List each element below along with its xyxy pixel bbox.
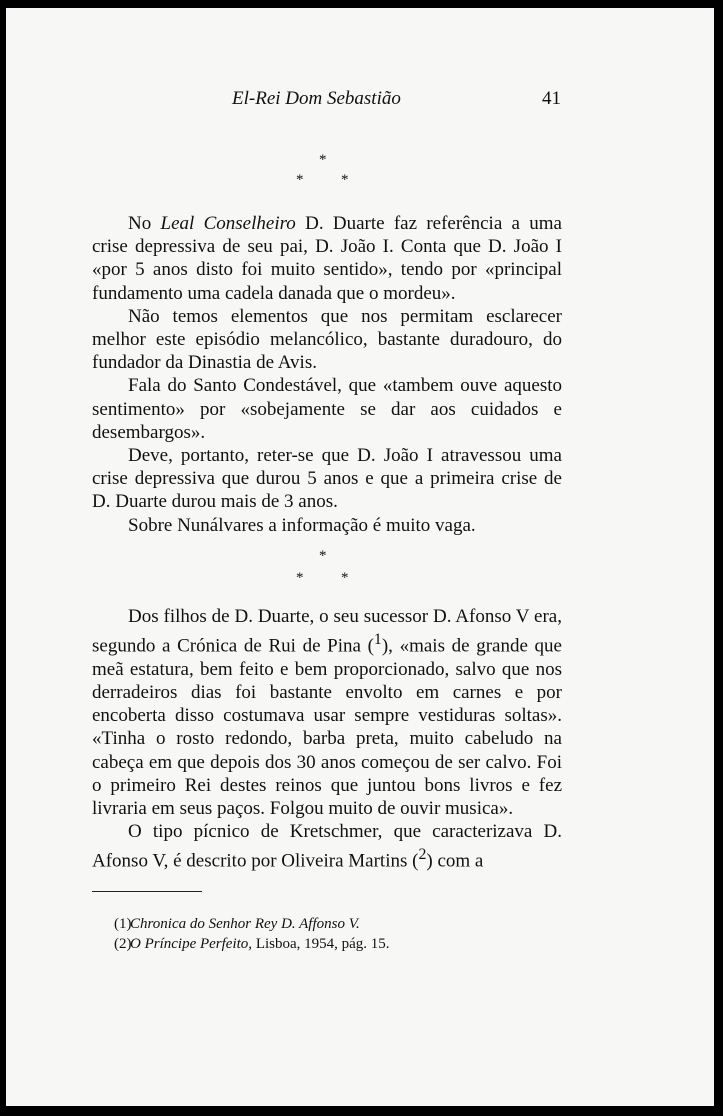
- footnote: (2) O Príncipe Perfeito, Lisboa, 1954, pág. 15.: [114, 936, 390, 952]
- paragraph: Fala do Santo Condestável, que «tambem ouve aquesto sentimento» por «sobejamente se dar aos cuidados e desembargos».: [92, 375, 562, 443]
- asterisk: *: [341, 172, 349, 188]
- paragraph: Não temos elementos que nos permitam esclarecer melhor este episódio melancólico, bastante duradouro, do fundador da Dinastia de Avis.: [92, 305, 562, 374]
- text-block-2: [92, 605, 562, 873]
- footnotes: [114, 914, 570, 954]
- footnote-ref[interactable]: 2: [418, 846, 427, 864]
- book-title: Leal Conselheiro: [160, 213, 296, 234]
- paragraph: Deve, portanto, reter-se que D. João I atravessou uma crise depressiva que durou 5 anos e que a primeira crise de D. Duarte durou mais de 3 anos.: [92, 445, 562, 513]
- asterisk: *: [296, 570, 304, 586]
- section-separator-2: [6, 548, 714, 588]
- footnote: (1) Chronica do Senhor Rey D. Affonso V.: [114, 916, 360, 932]
- asterisk: *: [341, 570, 349, 586]
- paragraph: Dos filhos de D. Duarte, o seu sucessor D. Afonso V era, segundo a Crónica de Rui de Pina ($^1$), «mais de grande que meã estatura, bem feito e bem proporcionado, salvo que nos derradeiros dias foi bastante envolto em carnes e por encoberta disso costumava usar sempre vestiduras soltas». «Tinha o rosto redondo, barba preta, muito cabeludo na cabeça em que depois dos 30 anos começou de ser calvo. Foi o primeiro Rei destes reinos que juntou bons livros e fez livraria em seus paços. Folgou muito de ouvir musica».: [92, 606, 562, 819]
- page-header: [6, 88, 714, 118]
- paragraph: O tipo pícnico de Kretschmer, que caracterizava D. Afonso V, é descrito por Oliveira Martins ($^2$) com a: [92, 821, 562, 872]
- page-number: 41: [542, 88, 561, 109]
- paragraph: Sobre Nunálvares a informação é muito vaga.: [128, 514, 476, 536]
- asterisk: *: [319, 548, 327, 564]
- footnote-rule: [92, 891, 202, 892]
- paragraph: No Leal Conselheiro D. Duarte faz referência a uma crise depressiva de seu pai, D. João I. Conta que D. João I «por 5 anos disto foi muito sentido», tendo por «principal fundamento uma cadela danada que o mordeu».: [92, 213, 562, 304]
- asterisk: *: [296, 172, 304, 188]
- asterisk: *: [319, 152, 327, 168]
- footnote-mark: (1): [114, 916, 132, 932]
- text-block-1: [92, 212, 562, 537]
- section-separator-1: [6, 152, 714, 192]
- footnote-mark: (2): [114, 936, 132, 952]
- footnote-ref[interactable]: 1: [373, 631, 382, 649]
- running-title: El-Rei Dom Sebastião: [232, 88, 401, 109]
- book-page: [6, 8, 714, 1106]
